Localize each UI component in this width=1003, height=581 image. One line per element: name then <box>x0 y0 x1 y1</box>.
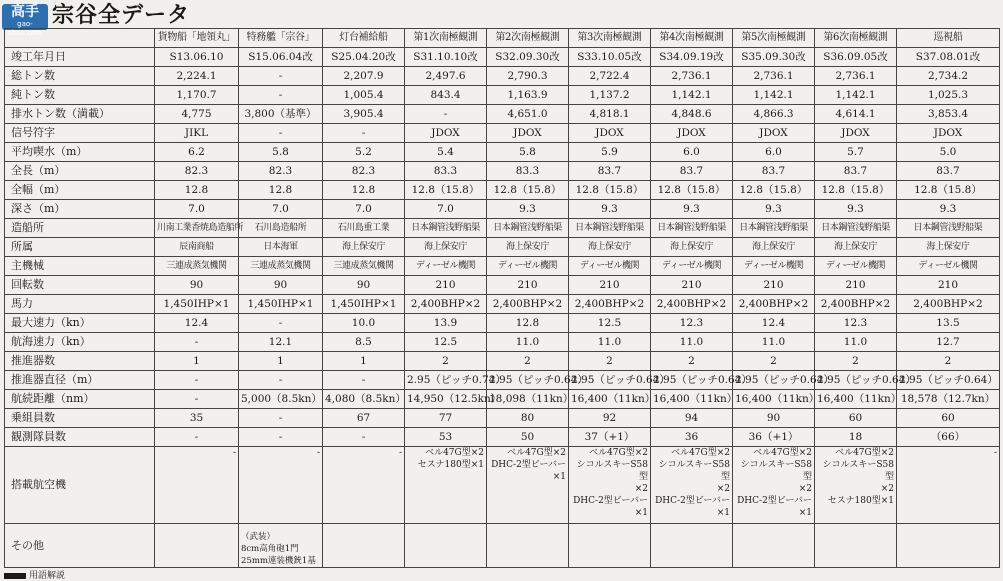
logo-url: gao-shou.com <box>8 20 42 37</box>
table-cell: ディーゼル機関 <box>569 257 651 276</box>
table-row <box>5 162 1000 181</box>
table-cell: 36 <box>651 428 733 447</box>
table-cell: ベル47G型×2 シコルスキーS58型 ×2 DHC-2型ビーバー ×1 <box>733 447 815 524</box>
table-cell: 2,736.1 <box>733 67 815 86</box>
row-label: 平均喫水（m） <box>5 143 155 162</box>
table-cell: 12.3 <box>815 314 897 333</box>
table-cell: 海上保安庁 <box>733 238 815 257</box>
row-label: 航海速力（kn） <box>5 333 155 352</box>
table-cell: S37.08.01改 <box>897 48 1000 67</box>
row-label: その他 <box>5 524 155 568</box>
table-cell: - <box>897 447 1000 524</box>
table-cell: ベル47G型×2 シコルスキーS58型 ×2 DHC-2型ビーバー ×1 <box>651 447 733 524</box>
table-cell: 石川島造船所 <box>239 219 323 238</box>
table-cell: 12.8（15.8） <box>569 181 651 200</box>
table-cell: 2,400BHP×2 <box>405 295 487 314</box>
table-cell: 2,400BHP×2 <box>651 295 733 314</box>
table-cell: 82.3 <box>239 162 323 181</box>
table-cell: 日本海軍 <box>239 238 323 257</box>
table-cell: 16,400（11kn） <box>651 390 733 409</box>
row-label: 深さ（m） <box>5 200 155 219</box>
column-header: 灯台補給船 <box>323 29 405 48</box>
table-cell: 2,400BHP×2 <box>815 295 897 314</box>
table-cell: - <box>239 428 323 447</box>
row-label: 総トン数 <box>5 67 155 86</box>
table-cell: 50 <box>487 428 569 447</box>
table-cell: 7.0 <box>323 200 405 219</box>
table-cell: 92 <box>569 409 651 428</box>
table-cell: 90 <box>733 409 815 428</box>
table-cell: 11.0 <box>487 333 569 352</box>
table-cell: 5.2 <box>323 143 405 162</box>
table-cell: 12.8 <box>239 181 323 200</box>
table-cell: 210 <box>405 276 487 295</box>
table-cell: JDOX <box>815 124 897 143</box>
table-cell: JIKL <box>155 124 239 143</box>
table-cell: 2,734.2 <box>897 67 1000 86</box>
table-cell: 12.3 <box>651 314 733 333</box>
table-cell: 83.7 <box>815 162 897 181</box>
table-cell: 36（+1） <box>733 428 815 447</box>
row-label: 馬力 <box>5 295 155 314</box>
table-cell: 67 <box>323 409 405 428</box>
table-row <box>5 428 1000 447</box>
table-cell: 1,005.4 <box>323 86 405 105</box>
table-cell: 3,905.4 <box>323 105 405 124</box>
table-row <box>5 333 1000 352</box>
table-cell: 日本鋼管浅野船渠 <box>487 219 569 238</box>
table-cell: - <box>155 371 239 390</box>
column-header: 巡視船 <box>897 29 1000 48</box>
table-cell: 4,651.0 <box>487 105 569 124</box>
row-label: 主機械 <box>5 257 155 276</box>
table-cell: S15.06.04改 <box>239 48 323 67</box>
table-cell: - <box>239 447 323 524</box>
table-cell: 12.8（15.8） <box>815 181 897 200</box>
table-cell: JDOX <box>405 124 487 143</box>
column-header: 第2次南極観測 <box>487 29 569 48</box>
table-cell: - <box>155 428 239 447</box>
table-cell: 日本鋼管浅野船渠 <box>733 219 815 238</box>
table-cell: - <box>239 371 323 390</box>
table-cell: 90 <box>239 276 323 295</box>
table-cell: 7.0 <box>155 200 239 219</box>
table-cell: - <box>239 86 323 105</box>
table-cell: S31.10.10改 <box>405 48 487 67</box>
table-row <box>5 86 1000 105</box>
table-cell: 海上保安庁 <box>487 238 569 257</box>
table-row <box>5 181 1000 200</box>
table-row <box>5 219 1000 238</box>
table-cell: - <box>239 314 323 333</box>
table-cell: 2,790.3 <box>487 67 569 86</box>
table-cell: 川南工業香焼島造船所 <box>155 219 239 238</box>
table-cell: 13.5 <box>897 314 1000 333</box>
table-cell: 1,025.3 <box>897 86 1000 105</box>
table-cell: 5.7 <box>815 143 897 162</box>
table-cell: 日本鋼管浅野船渠 <box>651 219 733 238</box>
table-cell: 2.95（ピッチ0.64） <box>815 371 897 390</box>
table-cell: 2.95（ピッチ0.64） <box>487 371 569 390</box>
table-cell <box>323 524 405 568</box>
table-cell: JDOX <box>733 124 815 143</box>
table-cell <box>405 524 487 568</box>
table-cell: 2,207.9 <box>323 67 405 86</box>
table-row <box>5 371 1000 390</box>
table-cell: 1,450IHP×1 <box>155 295 239 314</box>
table-cell: 2,736.1 <box>815 67 897 86</box>
table-cell: 2 <box>405 352 487 371</box>
table-cell: 2,224.1 <box>155 67 239 86</box>
table-cell: JDOX <box>651 124 733 143</box>
page-title: 宗谷全データ <box>52 3 191 28</box>
row-label: 推進器数 <box>5 352 155 371</box>
column-header: 特務艦「宗谷」 <box>239 29 323 48</box>
table-cell: 83.7 <box>897 162 1000 181</box>
table-cell: 1,450IHP×1 <box>323 295 405 314</box>
table-cell: 37（+1） <box>569 428 651 447</box>
logo-text: 高手 <box>11 4 39 20</box>
table-cell: 83.3 <box>487 162 569 181</box>
table-body <box>5 48 1000 568</box>
row-label: 竣工年月日 <box>5 48 155 67</box>
table-cell: 2.95（ピッチ0.64） <box>651 371 733 390</box>
table-cell: 60 <box>897 409 1000 428</box>
table-cell: - <box>239 409 323 428</box>
table-cell: 13.9 <box>405 314 487 333</box>
table-cell: 83.7 <box>651 162 733 181</box>
table-row <box>5 390 1000 409</box>
table-cell: 12.8（15.8） <box>487 181 569 200</box>
table-cell: 9.3 <box>897 200 1000 219</box>
table-cell: 53 <box>405 428 487 447</box>
table-cell: 6.2 <box>155 143 239 162</box>
table-cell: 82.3 <box>323 162 405 181</box>
table-row <box>5 524 1000 568</box>
spec-table <box>4 28 1000 568</box>
table-cell: JDOX <box>487 124 569 143</box>
table-row <box>5 409 1000 428</box>
table-cell: 1,142.1 <box>815 86 897 105</box>
table-row <box>5 48 1000 67</box>
table-cell: 1,137.2 <box>569 86 651 105</box>
column-header: 第1次南極観測 <box>405 29 487 48</box>
table-cell: 海上保安庁 <box>323 238 405 257</box>
table-cell <box>487 524 569 568</box>
table-cell: 83.7 <box>733 162 815 181</box>
table-cell: 2 <box>487 352 569 371</box>
table-cell: 日本鋼管浅野船渠 <box>897 219 1000 238</box>
table-cell <box>733 524 815 568</box>
table-cell: 94 <box>651 409 733 428</box>
table-cell: 2,497.6 <box>405 67 487 86</box>
table-cell: 11.0 <box>651 333 733 352</box>
table-cell: 6.0 <box>651 143 733 162</box>
table-cell: - <box>155 333 239 352</box>
table-cell: 210 <box>651 276 733 295</box>
table-row <box>5 200 1000 219</box>
table-cell: - <box>323 447 405 524</box>
row-label: 造船所 <box>5 219 155 238</box>
table-cell: 210 <box>897 276 1000 295</box>
table-cell: S35.09.30改 <box>733 48 815 67</box>
table-row <box>5 257 1000 276</box>
table-cell: 日本鋼管浅野船渠 <box>815 219 897 238</box>
table-cell: 77 <box>405 409 487 428</box>
row-label: 純トン数 <box>5 86 155 105</box>
table-cell: 2,722.4 <box>569 67 651 86</box>
table-cell: 12.8（15.8） <box>651 181 733 200</box>
table-cell: ベル47G型×2 DHC-2型ビーバー ×1 <box>487 447 569 524</box>
row-label: 信号符字 <box>5 124 155 143</box>
column-header: 貨物船「地領丸」 <box>155 29 239 48</box>
row-label: 所属 <box>5 238 155 257</box>
footer-label: 用語解説 <box>29 571 66 581</box>
table-cell: 210 <box>569 276 651 295</box>
table-cell: 4,848.6 <box>651 105 733 124</box>
table-cell: 2.95（ピッチ0.64） <box>897 371 1000 390</box>
table-cell: 4,775 <box>155 105 239 124</box>
table-cell: 2 <box>733 352 815 371</box>
table-cell: 60 <box>815 409 897 428</box>
table-cell: 210 <box>487 276 569 295</box>
table-cell: 1,163.9 <box>487 86 569 105</box>
row-label: 推進器直径（m） <box>5 371 155 390</box>
table-cell: 12.8（15.8） <box>733 181 815 200</box>
site-logo[interactable] <box>2 4 48 37</box>
table-row <box>5 352 1000 371</box>
table-cell: 12.8 <box>155 181 239 200</box>
column-header: 第4次南極観測 <box>651 29 733 48</box>
table-cell: ベル47G型×2 シコルスキーS58型 ×2 セスナ180型×1 <box>815 447 897 524</box>
table-cell: 35 <box>155 409 239 428</box>
table-cell: 1,142.1 <box>733 86 815 105</box>
table-cell: 2,400BHP×2 <box>733 295 815 314</box>
table-cell: （66） <box>897 428 1000 447</box>
table-cell: S33.10.05改 <box>569 48 651 67</box>
table-cell: 1,142.1 <box>651 86 733 105</box>
table-row <box>5 67 1000 86</box>
footer-bar <box>4 573 26 579</box>
table-cell: ベル47G型×2 シコルスキーS58型 ×2 DHC-2型ビーバー ×1 <box>569 447 651 524</box>
table-cell: 12.5 <box>569 314 651 333</box>
table-row <box>5 276 1000 295</box>
table-cell: 83.3 <box>405 162 487 181</box>
table-cell: 5.4 <box>405 143 487 162</box>
table-cell: 1,450IHP×1 <box>239 295 323 314</box>
table-cell: - <box>323 124 405 143</box>
table-cell: 1 <box>323 352 405 371</box>
row-label: 全長（m） <box>5 162 155 181</box>
table-cell: 9.3 <box>733 200 815 219</box>
table-cell <box>815 524 897 568</box>
table-cell: 90 <box>155 276 239 295</box>
table-cell: ディーゼル機関 <box>405 257 487 276</box>
column-header: 第5次南極観測 <box>733 29 815 48</box>
table-cell: S32.09.30改 <box>487 48 569 67</box>
table-cell: 海上保安庁 <box>651 238 733 257</box>
table-cell: 80 <box>487 409 569 428</box>
column-header <box>5 29 155 48</box>
table-cell <box>897 524 1000 568</box>
table-cell: 5,000（8.5kn） <box>239 390 323 409</box>
table-cell: 4,614.1 <box>815 105 897 124</box>
table-cell: 海上保安庁 <box>815 238 897 257</box>
table-cell: 2.95（ピッチ0.64） <box>569 371 651 390</box>
table-cell: 日本鋼管浅野船渠 <box>405 219 487 238</box>
table-cell: 2.95（ピッチ0.74） <box>405 371 487 390</box>
table-cell: 三連成蒸気機関 <box>239 257 323 276</box>
table-row <box>5 447 1000 524</box>
table-cell: 1,170.7 <box>155 86 239 105</box>
row-label: 観測隊員数 <box>5 428 155 447</box>
table-cell: 16,400（11kn） <box>815 390 897 409</box>
table-cell: 2,400BHP×2 <box>487 295 569 314</box>
table-header-row <box>5 29 1000 48</box>
table-cell: 5.8 <box>487 143 569 162</box>
footer-section <box>4 572 65 581</box>
table-cell: S25.04.20改 <box>323 48 405 67</box>
table-row <box>5 314 1000 333</box>
table-cell: 5.0 <box>897 143 1000 162</box>
table-cell: 83.7 <box>569 162 651 181</box>
table-cell: 2,400BHP×2 <box>897 295 1000 314</box>
table-cell: 210 <box>733 276 815 295</box>
table-cell: ディーゼル機関 <box>487 257 569 276</box>
table-cell: 2,400BHP×2 <box>569 295 651 314</box>
table-cell: 12.8 <box>323 181 405 200</box>
table-cell <box>155 524 239 568</box>
table-row <box>5 124 1000 143</box>
table-cell: 11.0 <box>815 333 897 352</box>
table-cell <box>569 524 651 568</box>
table-row <box>5 238 1000 257</box>
table-cell: 12.7 <box>897 333 1000 352</box>
table-cell <box>651 524 733 568</box>
table-cell: 2 <box>651 352 733 371</box>
table-cell: 2 <box>815 352 897 371</box>
table-row <box>5 295 1000 314</box>
table-cell: JDOX <box>569 124 651 143</box>
table-cell: 9.3 <box>815 200 897 219</box>
table-cell: 16,400（11kn） <box>569 390 651 409</box>
row-label: 最大速力（kn） <box>5 314 155 333</box>
table-cell: 12.8（15.8） <box>897 181 1000 200</box>
table-cell: ディーゼル機関 <box>815 257 897 276</box>
table-cell: 12.1 <box>239 333 323 352</box>
table-cell: 12.8（15.8） <box>405 181 487 200</box>
table-cell: 18,578（12.7kn） <box>897 390 1000 409</box>
column-header: 第3次南極観測 <box>569 29 651 48</box>
row-label: 搭載航空機 <box>5 447 155 524</box>
table-cell: - <box>239 67 323 86</box>
table-cell: 4,080（8.5kn） <box>323 390 405 409</box>
table-cell: S13.06.10 <box>155 48 239 67</box>
table-cell: 2,736.1 <box>651 67 733 86</box>
table-cell: 海上保安庁 <box>897 238 1000 257</box>
row-label: 乗組員数 <box>5 409 155 428</box>
table-cell: 14,950（12.5kn） <box>405 390 487 409</box>
row-label: 回転数 <box>5 276 155 295</box>
table-row <box>5 143 1000 162</box>
table-cell: - <box>405 105 487 124</box>
table-cell: - <box>239 124 323 143</box>
table-cell: 1 <box>239 352 323 371</box>
row-label: 航続距離（nm） <box>5 390 155 409</box>
table-cell: 7.0 <box>239 200 323 219</box>
table-cell: 3,800（基準） <box>239 105 323 124</box>
table-cell: 90 <box>323 276 405 295</box>
table-cell: 三連成蒸気機関 <box>323 257 405 276</box>
table-cell: 辰南商船 <box>155 238 239 257</box>
table-cell: 2 <box>897 352 1000 371</box>
table-cell: 11.0 <box>733 333 815 352</box>
table-cell: S34.09.19改 <box>651 48 733 67</box>
table-cell: 12.4 <box>733 314 815 333</box>
table-cell: 2.95（ピッチ0.64） <box>733 371 815 390</box>
table-cell: 9.3 <box>487 200 569 219</box>
table-cell: 日本鋼管浅野船渠 <box>569 219 651 238</box>
table-cell: 10.0 <box>323 314 405 333</box>
row-label: 全幅（m） <box>5 181 155 200</box>
table-cell: JDOX <box>897 124 1000 143</box>
table-cell: 8.5 <box>323 333 405 352</box>
table-cell: 210 <box>815 276 897 295</box>
table-cell: ディーゼル機関 <box>897 257 1000 276</box>
table-cell: 16,400（11kn） <box>733 390 815 409</box>
table-cell: 11.0 <box>569 333 651 352</box>
table-cell: （武装） 8cm高角砲1門 25mm連装機銃1基 <box>239 524 323 568</box>
table-cell: ディーゼル機関 <box>733 257 815 276</box>
table-cell: 18 <box>815 428 897 447</box>
table-cell: 4,818.1 <box>569 105 651 124</box>
table-cell: - <box>155 447 239 524</box>
table-cell: 7.0 <box>405 200 487 219</box>
table-cell: 82.3 <box>155 162 239 181</box>
row-label: 排水トン数（満載） <box>5 105 155 124</box>
table-cell: 9.3 <box>651 200 733 219</box>
column-header: 第6次南極観測 <box>815 29 897 48</box>
table-cell: S36.09.05改 <box>815 48 897 67</box>
table-cell: - <box>323 428 405 447</box>
table-cell: 5.8 <box>239 143 323 162</box>
table-cell: 海上保安庁 <box>569 238 651 257</box>
table-cell: 4,866.3 <box>733 105 815 124</box>
table-cell: 843.4 <box>405 86 487 105</box>
table-row <box>5 105 1000 124</box>
table-cell: 3,853.4 <box>897 105 1000 124</box>
table-cell: 12.5 <box>405 333 487 352</box>
table-cell: - <box>155 390 239 409</box>
table-cell: 海上保安庁 <box>405 238 487 257</box>
table-cell: 12.8 <box>487 314 569 333</box>
table-cell: 2 <box>569 352 651 371</box>
table-cell: 三連成蒸気機関 <box>155 257 239 276</box>
table-cell: ディーゼル機関 <box>651 257 733 276</box>
table-cell: - <box>323 371 405 390</box>
table-cell: ベル47G型×2 セスナ180型×1 <box>405 447 487 524</box>
table-cell: 石川島重工業 <box>323 219 405 238</box>
table-cell: 12.4 <box>155 314 239 333</box>
table-cell: 5.9 <box>569 143 651 162</box>
table-cell: 9.3 <box>569 200 651 219</box>
table-cell: 18,098（11kn） <box>487 390 569 409</box>
table-cell: 1 <box>155 352 239 371</box>
page-header <box>0 0 1003 37</box>
table-cell: 6.0 <box>733 143 815 162</box>
